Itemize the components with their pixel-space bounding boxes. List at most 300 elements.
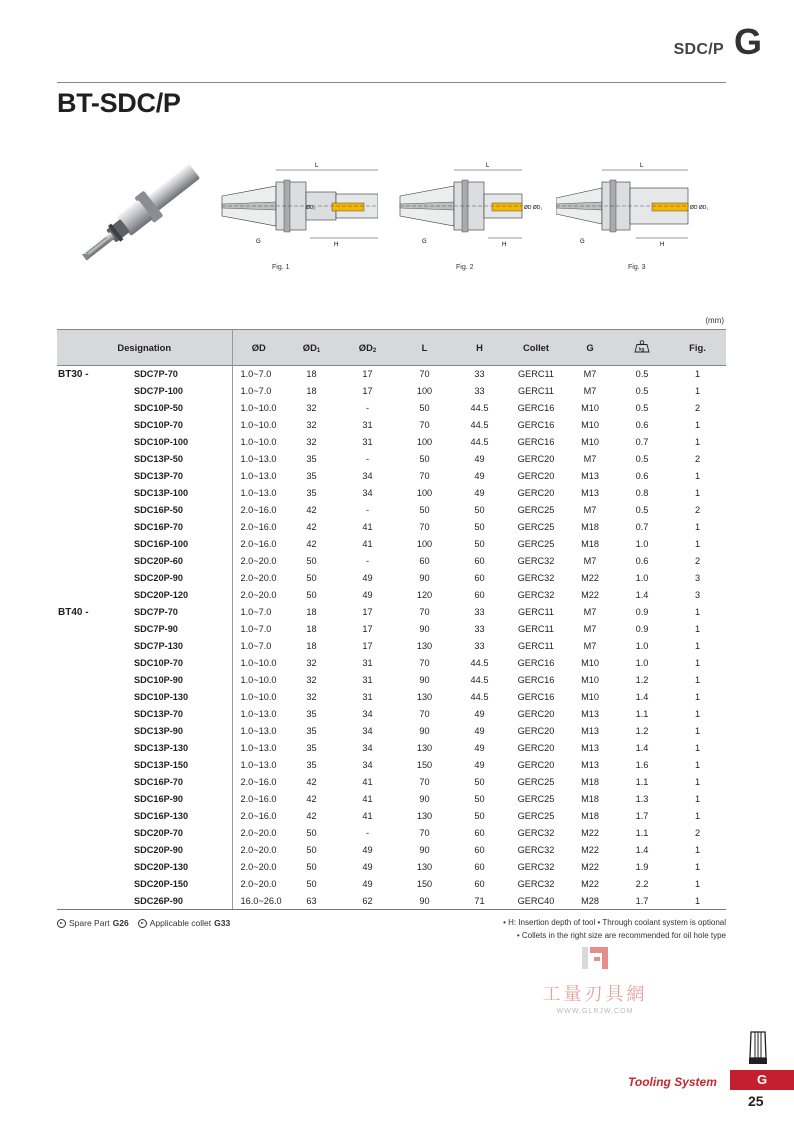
cell-collet: GERC20 [517, 743, 555, 753]
cell-designation: SDC10P-130 [134, 692, 189, 702]
cell-od: 1.0~13.0 [232, 757, 285, 774]
cell-h: 60 [474, 573, 485, 583]
cell-g: M22 [581, 590, 599, 600]
cell-designation: SDC10P-70 [134, 658, 184, 668]
cell-od2: 17 [362, 624, 373, 634]
cell-l: 90 [419, 675, 430, 685]
header-od1: ØD1 [285, 330, 338, 366]
table-row [57, 774, 726, 791]
cell-od: 1.0~13.0 [232, 451, 285, 468]
cell-od2: 31 [362, 420, 373, 430]
cell-fig: 1 [694, 641, 701, 651]
group-label [57, 417, 131, 434]
cell-l: 100 [416, 539, 433, 549]
cell-designation: SDC20P-60 [134, 556, 184, 566]
cell-h: 33 [474, 624, 485, 634]
cell-od1: 32 [306, 420, 317, 430]
cell-weight: 1.6 [635, 760, 649, 770]
cell-od1: 50 [306, 556, 317, 566]
cell-designation: SDC7P-70 [134, 607, 178, 617]
cell-l: 70 [419, 709, 430, 719]
cell-h: 49 [474, 760, 485, 770]
table-row [57, 842, 726, 859]
cell-g: M18 [581, 811, 599, 821]
cell-fig: 2 [694, 828, 701, 838]
group-label [57, 689, 131, 706]
cell-l: 130 [416, 862, 433, 872]
cell-od1: 42 [306, 777, 317, 787]
cell-l: 70 [419, 607, 430, 617]
table-body [57, 366, 726, 910]
cell-weight: 0.5 [635, 403, 649, 413]
cell-collet: GERC25 [517, 794, 555, 804]
group-label [57, 757, 131, 774]
cell-od1: 18 [306, 641, 317, 651]
cell-g: M22 [581, 862, 599, 872]
cell-h: 33 [474, 641, 485, 651]
cell-l: 100 [416, 488, 433, 498]
group-label [57, 893, 131, 910]
cell-od: 1.0~13.0 [232, 706, 285, 723]
cell-weight: 1.0 [635, 539, 649, 549]
table-row [57, 638, 726, 655]
cell-g: M10 [581, 658, 599, 668]
table-row [57, 672, 726, 689]
cell-collet: GERC20 [517, 760, 555, 770]
cell-od2: 31 [362, 675, 373, 685]
cell-od: 2.0~16.0 [232, 774, 285, 791]
cell-g: M22 [581, 573, 599, 583]
cell-g: M22 [581, 828, 599, 838]
cell-od: 2.0~20.0 [232, 842, 285, 859]
table-row [57, 553, 726, 570]
fig-3-label: Fig. 3 [628, 264, 646, 271]
cell-g: M10 [581, 692, 599, 702]
cell-designation: SDC16P-90 [134, 794, 184, 804]
cell-weight: 0.5 [635, 454, 649, 464]
cell-designation: SDC16P-130 [134, 811, 189, 821]
table-row [57, 740, 726, 757]
cell-fig: 1 [694, 777, 701, 787]
cell-g: M13 [581, 471, 599, 481]
cell-l: 90 [419, 573, 430, 583]
group-label [57, 706, 131, 723]
cell-od1: 18 [306, 607, 317, 617]
svg-text:G: G [580, 239, 585, 245]
cell-collet: GERC25 [517, 539, 555, 549]
table-row [57, 383, 726, 400]
cell-od: 1.0~13.0 [232, 740, 285, 757]
cell-fig: 3 [694, 590, 701, 600]
cell-od2: 49 [362, 590, 373, 600]
applicable-collet-label: Applicable collet [149, 918, 212, 928]
cell-od: 2.0~20.0 [232, 570, 285, 587]
cell-fig: 1 [694, 760, 701, 770]
cell-fig: 2 [694, 454, 701, 464]
cell-weight: 1.1 [635, 828, 649, 838]
cell-designation: SDC16P-50 [134, 505, 184, 515]
cell-od: 2.0~16.0 [232, 791, 285, 808]
cell-fig: 1 [694, 675, 701, 685]
cell-od2: - [365, 505, 370, 515]
header-h: H [452, 330, 507, 366]
cell-designation: SDC20P-150 [134, 879, 189, 889]
cell-g: M13 [581, 488, 599, 498]
group-label [57, 485, 131, 502]
cell-g: M22 [581, 845, 599, 855]
cell-collet: GERC20 [517, 726, 555, 736]
tool-holder-photo [60, 150, 220, 280]
cell-h: 44.5 [470, 403, 489, 413]
group-label [57, 825, 131, 842]
table-row [57, 485, 726, 502]
cell-od: 1.0~10.0 [232, 689, 285, 706]
cell-g: M10 [581, 420, 599, 430]
cell-weight: 1.2 [635, 675, 649, 685]
cell-l: 100 [416, 386, 433, 396]
cell-h: 49 [474, 471, 485, 481]
group-label: BT40 - [58, 606, 89, 618]
cell-l: 150 [416, 760, 433, 770]
cell-designation: SDC10P-70 [134, 420, 184, 430]
cell-g: M13 [581, 709, 599, 719]
cell-od: 2.0~20.0 [232, 876, 285, 893]
header-l: L [397, 330, 452, 366]
cell-h: 50 [474, 505, 485, 515]
cell-h: 33 [474, 369, 485, 380]
group-label [57, 383, 131, 400]
cell-od2: 17 [362, 386, 373, 396]
cell-g: M13 [581, 760, 599, 770]
cell-l: 90 [419, 624, 430, 634]
footer-note-1: • H: Insertion depth of tool • Through coolant system is optional [503, 918, 726, 927]
cell-weight: 0.9 [635, 624, 649, 634]
section-name: SDC/P [673, 41, 724, 58]
table-row [57, 400, 726, 417]
cell-od1: 32 [306, 437, 317, 447]
cell-fig: 1 [694, 488, 701, 498]
cell-collet: GERC32 [517, 845, 555, 855]
cell-l: 70 [419, 658, 430, 668]
cell-h: 60 [474, 590, 485, 600]
cell-od1: 32 [306, 403, 317, 413]
cell-od1: 32 [306, 692, 317, 702]
cell-designation: SDC7P-90 [134, 624, 178, 634]
table-row [57, 689, 726, 706]
cell-od2: 31 [362, 658, 373, 668]
cell-g: M7 [583, 624, 597, 634]
cell-od2: 41 [362, 539, 373, 549]
cell-od: 1.0~7.0 [232, 638, 285, 655]
cell-g: M7 [583, 505, 597, 515]
cell-h: 50 [474, 777, 485, 787]
group-label [57, 876, 131, 893]
svg-text:ØD ØD₁: ØD ØD₁ [690, 205, 709, 211]
collet-icon [748, 1028, 768, 1068]
cell-od1: 42 [306, 522, 317, 532]
cell-od2: 41 [362, 794, 373, 804]
header-od: ØD [232, 330, 285, 366]
cell-fig: 1 [694, 437, 701, 447]
cell-od2: 34 [362, 726, 373, 736]
cell-od1: 50 [306, 862, 317, 872]
cell-od: 2.0~20.0 [232, 587, 285, 604]
cell-od1: 50 [306, 845, 317, 855]
weight-kg-icon [634, 340, 650, 353]
cell-h: 60 [474, 828, 485, 838]
cell-h: 49 [474, 726, 485, 736]
group-label [57, 553, 131, 570]
circle-arrow-icon [57, 919, 66, 928]
cell-collet: GERC16 [517, 420, 555, 430]
cell-g: M10 [581, 675, 599, 685]
cell-weight: 1.1 [635, 777, 649, 787]
cell-od1: 50 [306, 828, 317, 838]
cell-designation: SDC10P-50 [134, 403, 184, 413]
cell-fig: 2 [694, 556, 701, 566]
header-g: G [565, 330, 615, 366]
group-label [57, 842, 131, 859]
table-row [57, 757, 726, 774]
cell-collet: GERC25 [517, 505, 555, 515]
cell-fig: 1 [694, 539, 701, 549]
table-row [57, 451, 726, 468]
group-label [57, 570, 131, 587]
table-row [57, 808, 726, 825]
table-row [57, 536, 726, 553]
cell-od2: - [365, 556, 370, 566]
cell-weight: 1.0 [635, 573, 649, 583]
fig-2-label: Fig. 2 [456, 264, 474, 271]
cell-weight: 1.7 [615, 893, 669, 910]
cell-l: 70 [419, 420, 430, 430]
cell-collet: GERC16 [517, 403, 555, 413]
cell-fig: 1 [694, 607, 701, 617]
svg-text:ØD₂: ØD₂ [306, 205, 316, 211]
spare-part-label: Spare Part [69, 918, 110, 928]
cell-h: 44.5 [470, 675, 489, 685]
cell-designation: SDC7P-70 [134, 369, 178, 380]
cell-weight: 0.6 [635, 471, 649, 481]
cell-od2: 31 [362, 692, 373, 702]
cell-od: 1.0~10.0 [232, 655, 285, 672]
fig-1-label: Fig. 1 [272, 264, 290, 271]
cell-collet: GERC32 [517, 862, 555, 872]
cell-designation: SDC13P-100 [134, 488, 189, 498]
page-number: 25 [748, 1093, 764, 1109]
group-label [57, 451, 131, 468]
cell-g: M7 [583, 641, 597, 651]
cell-h: 49 [474, 488, 485, 498]
cell-weight: 1.9 [635, 862, 649, 872]
table-row [57, 706, 726, 723]
cell-od: 1.0~7.0 [232, 366, 285, 383]
cell-l: 50 [419, 454, 430, 464]
cell-designation: SDC7P-100 [134, 386, 184, 396]
cell-l: 90 [397, 893, 452, 910]
cell-od2: - [365, 828, 370, 838]
cell-l: 90 [419, 794, 430, 804]
group-label [57, 774, 131, 791]
table-row [57, 502, 726, 519]
cell-g: M18 [581, 777, 599, 787]
table-row [57, 876, 726, 893]
cell-weight: 1.7 [635, 811, 649, 821]
cell-designation: SDC20P-120 [134, 590, 189, 600]
cell-collet: GERC20 [517, 471, 555, 481]
header-od2: ØD2 [338, 330, 397, 366]
cell-od2: 31 [362, 437, 373, 447]
cell-designation: SDC13P-70 [134, 471, 184, 481]
group-label [57, 587, 131, 604]
cell-collet: GERC16 [517, 692, 555, 702]
group-label [57, 723, 131, 740]
cell-g: M10 [581, 403, 599, 413]
cell-od1: 50 [306, 879, 317, 889]
cell-l: 70 [419, 828, 430, 838]
cell-collet: GERC40 [507, 893, 565, 910]
cell-l: 150 [416, 879, 433, 889]
table-row [57, 519, 726, 536]
cell-od: 16.0~26.0 [232, 893, 285, 910]
cell-od: 2.0~16.0 [232, 502, 285, 519]
cell-od: 1.0~10.0 [232, 400, 285, 417]
cell-od: 2.0~20.0 [232, 553, 285, 570]
cell-od2: 34 [362, 760, 373, 770]
cell-fig: 1 [694, 522, 701, 532]
cell-g: M13 [581, 726, 599, 736]
table-row [57, 893, 726, 910]
section-letter: G [733, 21, 762, 62]
cell-collet: GERC20 [517, 488, 555, 498]
cell-g: M18 [581, 522, 599, 532]
cell-fig: 3 [694, 573, 701, 583]
cell-weight: 1.3 [635, 794, 649, 804]
cell-od: 1.0~7.0 [232, 621, 285, 638]
cell-od1: 63 [285, 893, 338, 910]
cell-fig: 1 [694, 692, 701, 702]
cell-l: 60 [419, 556, 430, 566]
cell-h: 60 [474, 556, 485, 566]
cell-weight: 0.7 [635, 437, 649, 447]
cell-designation: SDC20P-130 [134, 862, 189, 872]
cell-fig: 2 [694, 403, 701, 413]
cell-weight: 2.2 [635, 879, 649, 889]
cell-od2: - [365, 403, 370, 413]
cell-od2: 17 [362, 369, 373, 380]
cell-collet: GERC20 [517, 709, 555, 719]
cell-od1: 18 [306, 369, 317, 380]
cell-designation: SDC26P-90 [131, 893, 232, 910]
cell-od1: 42 [306, 794, 317, 804]
cell-od1: 50 [306, 573, 317, 583]
cell-designation: SDC10P-100 [134, 437, 189, 447]
cell-designation: SDC13P-90 [134, 726, 184, 736]
cell-weight: 1.4 [635, 845, 649, 855]
cell-collet: GERC32 [517, 573, 555, 583]
section-header [673, 21, 762, 62]
section-tab-badge[interactable]: G [730, 1070, 794, 1090]
cell-l: 70 [419, 777, 430, 787]
cell-collet: GERC11 [517, 386, 555, 396]
cell-od2: - [365, 454, 370, 464]
fig-1-drawing [218, 158, 378, 268]
svg-text:H: H [660, 242, 665, 248]
cell-g: M22 [581, 879, 599, 889]
cell-od: 1.0~7.0 [232, 383, 285, 400]
cell-h: 50 [474, 811, 485, 821]
header-collet: Collet [507, 330, 565, 366]
cell-weight: 1.4 [635, 692, 649, 702]
cell-g: M18 [581, 794, 599, 804]
cell-g: M28 [565, 893, 615, 910]
cell-h: 33 [474, 386, 485, 396]
cell-od: 2.0~16.0 [232, 536, 285, 553]
cell-designation: SDC16P-70 [134, 522, 184, 532]
cell-h: 50 [474, 522, 485, 532]
cell-od1: 35 [306, 709, 317, 719]
cell-g: M10 [581, 437, 599, 447]
cell-od2: 41 [362, 522, 373, 532]
cell-od: 1.0~13.0 [232, 723, 285, 740]
cell-weight: 0.5 [635, 386, 649, 396]
cell-fig: 1 [694, 743, 701, 753]
cell-fig: 1 [669, 893, 726, 910]
group-label [57, 621, 131, 638]
page-title: BT-SDC/P [57, 88, 181, 118]
tooling-system-label: Tooling System [628, 1075, 717, 1089]
table-row [57, 366, 726, 383]
cell-collet: GERC11 [517, 624, 555, 634]
group-label [57, 859, 131, 876]
spare-part-ref[interactable]: G26 [112, 918, 129, 928]
cell-collet: GERC25 [517, 777, 555, 787]
cell-designation: SDC13P-70 [134, 709, 184, 719]
svg-text:kg: kg [639, 346, 645, 352]
group-label [57, 536, 131, 553]
cell-h: 44.5 [470, 420, 489, 430]
cell-collet: GERC11 [517, 641, 555, 651]
cell-designation: SDC16P-100 [134, 539, 189, 549]
cell-designation: SDC13P-130 [134, 743, 189, 753]
table-row [57, 570, 726, 587]
cell-h: 71 [452, 893, 507, 910]
cell-collet: GERC11 [517, 607, 555, 617]
cell-od1: 35 [306, 488, 317, 498]
header-weight [615, 330, 669, 366]
svg-text:H: H [502, 242, 507, 248]
cell-g: M7 [583, 556, 597, 566]
applicable-collet-ref[interactable]: G33 [214, 918, 231, 928]
cell-od2: 34 [362, 709, 373, 719]
cell-weight: 0.8 [635, 488, 649, 498]
cell-g: M18 [581, 539, 599, 549]
cell-l: 70 [419, 471, 430, 481]
cell-weight: 0.9 [635, 607, 649, 617]
cell-g: M7 [583, 607, 597, 617]
circle-arrow-icon [138, 919, 147, 928]
group-label [57, 502, 131, 519]
cell-fig: 1 [694, 862, 701, 872]
cell-h: 44.5 [470, 692, 489, 702]
svg-text:H: H [334, 242, 339, 248]
group-label [57, 740, 131, 757]
svg-text:L: L [486, 163, 490, 169]
fig1-dim-l: L [315, 163, 319, 169]
cell-designation: SDC20P-70 [134, 828, 184, 838]
figures-area [60, 150, 726, 280]
cell-designation: SDC10P-90 [134, 675, 184, 685]
